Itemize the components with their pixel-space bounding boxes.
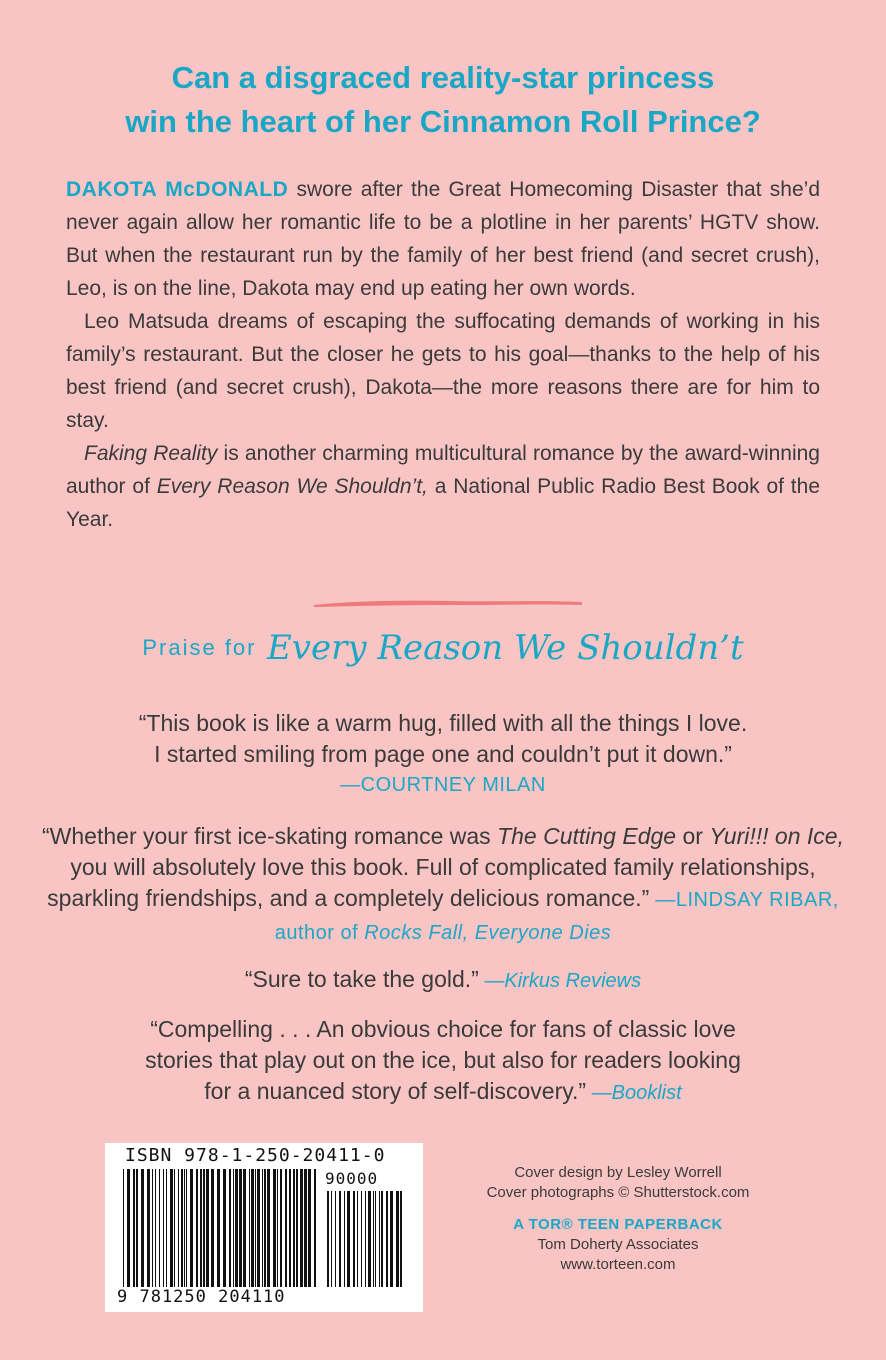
- barcode-bar: [289, 1169, 291, 1287]
- publisher-imprint: A TOR® TEEN PAPERBACK: [513, 1216, 723, 1233]
- barcode-bar: [159, 1169, 160, 1287]
- barcode-bar: [304, 1169, 307, 1287]
- barcode-bar: [127, 1169, 130, 1287]
- barcode-bar: [196, 1169, 198, 1287]
- barcode-bar: [386, 1191, 388, 1287]
- barcode-bar: [273, 1169, 276, 1287]
- quote-1-attribution: —COURTNEY MILAN: [340, 774, 546, 796]
- quote-kirkus: [40, 964, 846, 997]
- barcode-bar: [390, 1191, 393, 1287]
- barcode-bar: [277, 1169, 278, 1287]
- book-title-every-reason: Every Reason We Shouldn’t,: [156, 475, 428, 498]
- barcode-bar: [400, 1191, 402, 1287]
- barcode-bar: [396, 1191, 399, 1287]
- barcode-bar: [233, 1169, 234, 1287]
- isbn-number: ISBN 978-1-250-20411-0: [125, 1145, 386, 1166]
- ean-digits: 9 781250 204110: [117, 1287, 286, 1307]
- barcode-bar: [381, 1191, 383, 1287]
- headline: [0, 56, 886, 144]
- barcode-bar: [163, 1169, 164, 1287]
- barcode-box: [105, 1143, 423, 1312]
- barcode-bar: [331, 1191, 332, 1287]
- barcode-bar: [373, 1191, 374, 1287]
- blurb-paragraph-1-text: swore after the Great Homecoming Disaster that she’d never again allow her romantic life to be a plotline in her parents’ HGTV show. But when the restaurant run by the family of her best friend (and secret crush), Leo, is on the line, Dakota may end up eating her own words.: [66, 178, 820, 300]
- barcode-bar: [365, 1191, 366, 1287]
- headline-line-1: Can a disgraced reality-star princess: [171, 60, 715, 95]
- barcode-bar: [203, 1169, 205, 1287]
- barcode-bar: [133, 1169, 135, 1287]
- blurb-paragraph-3-mid: is another charming multicultural romance by the award-winning author of: [66, 442, 820, 498]
- barcode-bar: [267, 1169, 270, 1287]
- barcode-bar: [178, 1169, 179, 1287]
- quote-2-part-1: “Whether your first ice-skating romance was: [42, 823, 498, 849]
- barcode-bar: [211, 1169, 214, 1287]
- barcode-bar: [327, 1191, 329, 1287]
- barcode-bar: [335, 1191, 336, 1287]
- barcode-bar: [308, 1169, 311, 1287]
- barcode-bar: [152, 1169, 153, 1287]
- barcode-bar: [344, 1191, 345, 1287]
- book-title-faking-reality: Faking Reality: [84, 442, 218, 465]
- cover-design-credit: Cover design by Lesley Worrell: [514, 1164, 722, 1181]
- praise-book-title: Every Reason We Shouldn’t: [266, 628, 744, 668]
- barcode-bar: [293, 1169, 295, 1287]
- quote-4-line-3-text: for a nuanced story of self-discovery.”: [204, 1078, 587, 1104]
- barcode-bar: [206, 1169, 209, 1287]
- praise-lead: Praise for: [142, 635, 257, 660]
- brush-divider: [312, 596, 584, 610]
- barcode-bar: [249, 1169, 250, 1287]
- barcode-bar: [357, 1191, 358, 1287]
- barcode-bar: [255, 1169, 256, 1287]
- barcode-bar: [229, 1169, 231, 1287]
- barcode-bar: [223, 1169, 226, 1287]
- blurb-paragraph-2: Leo Matsuda dreams of escaping the suffocating demands of working in his family’s restaurant. But the closer he gets to his goal—thanks to the help of his best friend (and secret crush), Dakota—the more reasons there are for him to stay.: [66, 310, 820, 432]
- quote-booklist: [40, 1014, 846, 1109]
- credits: [448, 1163, 788, 1275]
- cover-photo-credit: Cover photographs © Shutterstock.com: [486, 1184, 750, 1201]
- barcode-bar: [262, 1169, 263, 1287]
- blurb-paragraph-1: [66, 173, 820, 305]
- barcode-bar: [339, 1191, 341, 1287]
- barcode-bar: [314, 1169, 316, 1287]
- barcode-bar: [280, 1169, 282, 1287]
- barcode-bar: [200, 1169, 202, 1287]
- barcode-bar: [296, 1169, 298, 1287]
- quote-2-attribution: —LINDSAY RIBAR, author of: [274, 889, 839, 944]
- barcode-bar: [347, 1191, 350, 1287]
- barcode-bar: [239, 1169, 242, 1287]
- price-barcode: [327, 1191, 403, 1287]
- publisher-associates: Tom Doherty Associates: [537, 1236, 699, 1253]
- blurb-paragraph-3: [66, 437, 820, 536]
- barcode-bar: [141, 1169, 144, 1287]
- barcode-bar: [379, 1191, 380, 1287]
- barcode-bar: [300, 1169, 303, 1287]
- barcode-bar: [251, 1169, 254, 1287]
- quote-4-line-2: stories that play out on the ice, but also for readers looking: [145, 1047, 741, 1073]
- barcode-bar: [264, 1169, 266, 1287]
- quote-courtney-milan: [40, 708, 846, 801]
- barcode-bar: [361, 1191, 362, 1287]
- barcode-bar: [155, 1169, 156, 1287]
- publisher-website: www.torteen.com: [560, 1256, 676, 1273]
- quote-3-attribution: —Kirkus Reviews: [478, 970, 642, 992]
- quote-4-attribution: —Booklist: [586, 1082, 682, 1104]
- quote-4-line-1: “Compelling . . . An obvious choice for fans of classic love: [150, 1016, 736, 1042]
- barcode-bar: [353, 1191, 355, 1287]
- barcode-bar: [285, 1169, 287, 1287]
- quote-1-line-2: I started smiling from page one and couldn’t put it down.”: [154, 741, 732, 767]
- quote-1-line-1: “This book is like a warm hug, filled with all the things I love.: [138, 710, 748, 736]
- barcode-bar: [368, 1191, 371, 1287]
- book-blurb: [66, 173, 820, 536]
- blurb-paragraph-3-end: a National Public Radio Best Book of the Year.: [66, 475, 821, 531]
- barcode-bar: [174, 1169, 175, 1287]
- barcode-bar: [184, 1169, 185, 1287]
- price-code: 90000: [325, 1169, 379, 1188]
- quote-2-attribution-title: Rocks Fall, Everyone Dies: [364, 922, 612, 944]
- barcode-bar: [217, 1169, 220, 1287]
- barcode-bar: [136, 1169, 138, 1287]
- quote-lindsay-ribar: [40, 821, 846, 949]
- character-name-dakota: DAKOTA McDONALD: [66, 178, 289, 201]
- barcode-bar: [243, 1169, 246, 1287]
- barcode-bar: [170, 1169, 173, 1287]
- quote-3-text: “Sure to take the gold.”: [244, 966, 479, 992]
- barcode-bar: [375, 1191, 376, 1287]
- barcode-bar: [147, 1169, 150, 1287]
- ean-barcode: [123, 1169, 317, 1287]
- quote-2-part-2: or: [676, 823, 710, 849]
- quote-2-title-2: Yuri!!! on Ice,: [709, 823, 844, 849]
- praise-heading: [0, 628, 886, 668]
- barcode-bar: [166, 1169, 167, 1287]
- barcode-bar: [123, 1169, 124, 1287]
- quote-4-line-3: [40, 1076, 846, 1109]
- barcode-bar: [186, 1169, 187, 1287]
- barcode-bar: [235, 1169, 238, 1287]
- quote-2-title-1: The Cutting Edge: [497, 823, 677, 849]
- barcode-bar: [181, 1169, 183, 1287]
- barcode-bar: [190, 1169, 193, 1287]
- quote-2-part-3: you will absolutely love this book. Full of complicated family relationships, sparkling friendships, and a completely delicious romance.”: [47, 854, 816, 911]
- headline-line-2: win the heart of her Cinnamon Roll Prince?: [125, 104, 761, 139]
- barcode-bar: [257, 1169, 260, 1287]
